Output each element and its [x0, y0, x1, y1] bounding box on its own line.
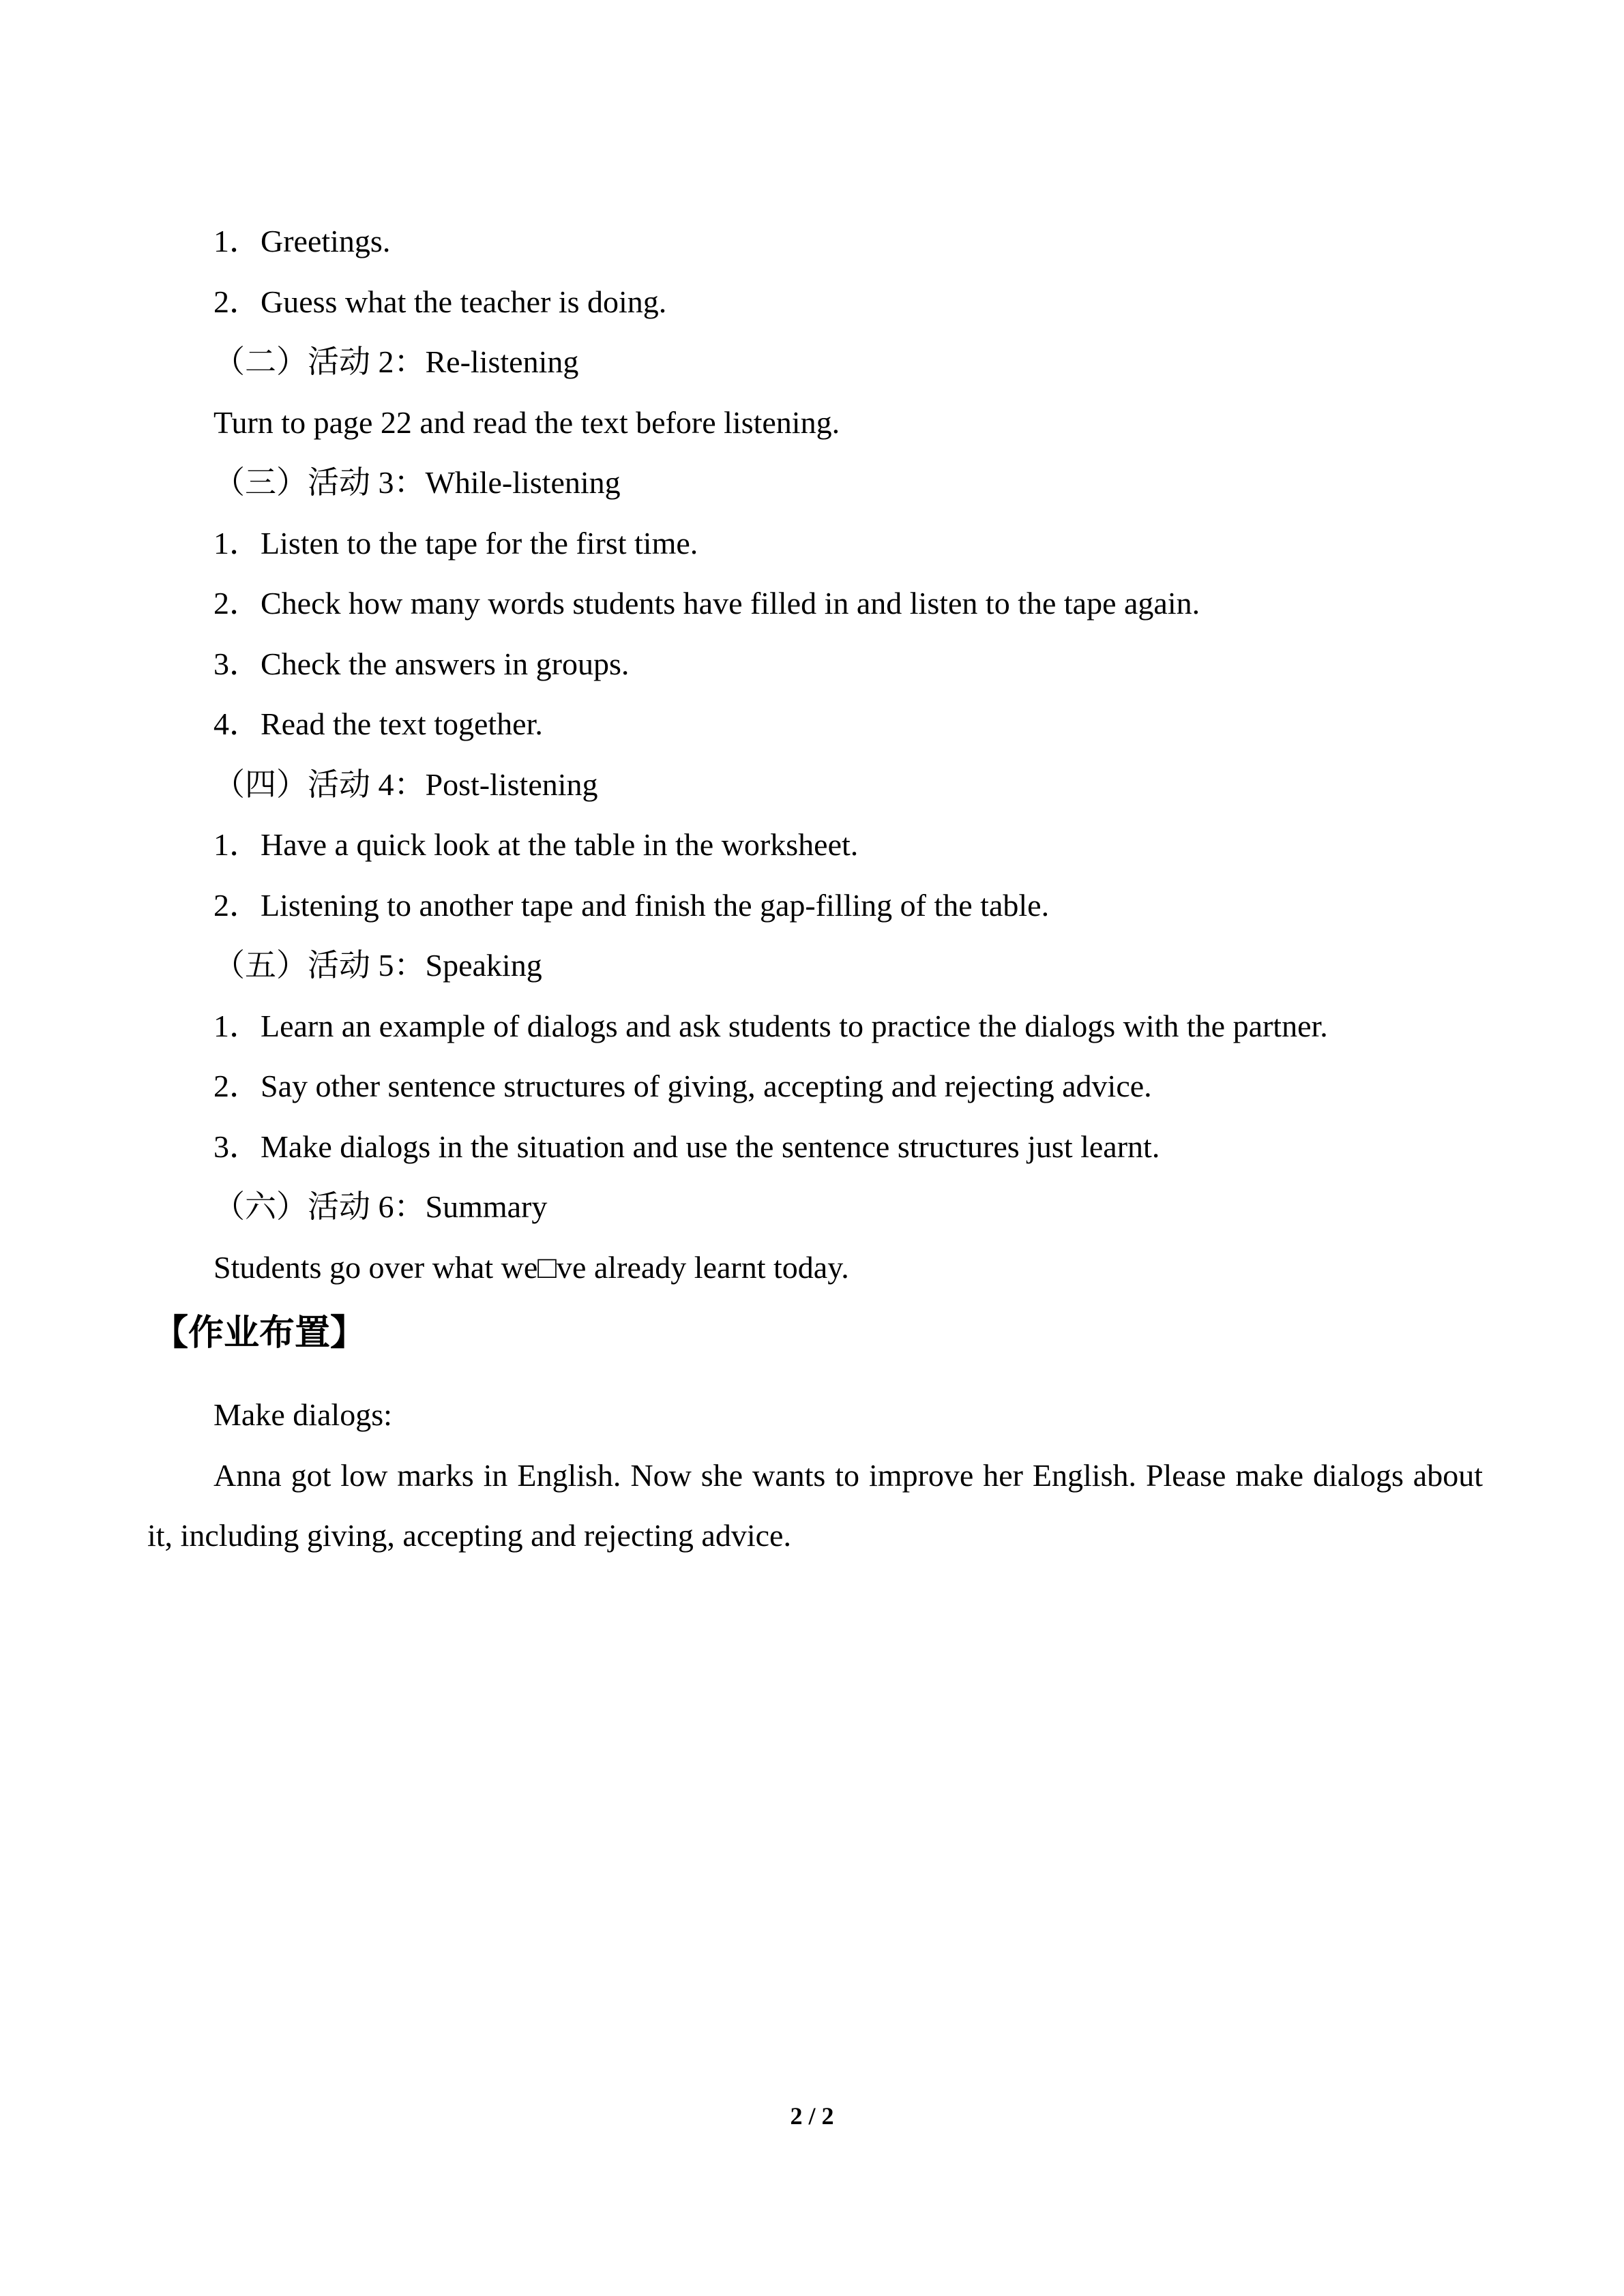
page-number: 2 / 2 [790, 2102, 834, 2130]
homework-intro: Make dialogs: [213, 1397, 392, 1432]
list-item: 2．Listening to another tape and finish the gap-filling of the table. [213, 887, 1050, 923]
list-item: 3．Check the answers in groups. [213, 646, 630, 681]
list-item: Turn to page 22 and read the text before listening. [213, 404, 840, 440]
homework-body: Anna got low marks in English. Now she wants to improve her English. Please make dialogs about it, including giving, accepting and rejecting advice. [147, 1457, 1483, 1553]
list-item: 1．Listen to the tape for the first time. [213, 525, 698, 561]
homework-heading: 【作业布置】 [153, 1313, 366, 1354]
list-item: 2．Guess what the teacher is doing. [213, 284, 667, 319]
section-heading: （三）活动 3：While-listening [213, 465, 621, 500]
list-item: 2．Check how many words students have filled in and listen to the tape again. [213, 586, 1200, 621]
lesson-steps [147, 211, 1479, 1298]
list-item: 1．Learn an example of dialogs and ask students to practice the dialogs with the partner. [213, 1008, 1328, 1043]
section-heading: （四）活动 4：Post-listening [213, 766, 598, 802]
section-heading: （六）活动 6：Summary [213, 1189, 548, 1224]
spacer [147, 1369, 1479, 1385]
list-item: 1．Greetings. [213, 224, 391, 258]
list-item: Students go over what we□ve already learnt today. [213, 1249, 849, 1285]
list-item: 1．Have a quick look at the table in the worksheet. [213, 827, 859, 862]
list-item: 4．Read the text together. [213, 706, 543, 741]
document-content [147, 211, 1483, 1566]
list-item: 3．Make dialogs in the situation and use the sentence structures just learnt. [213, 1129, 1160, 1164]
section-heading: （五）活动 5：Speaking [213, 948, 542, 983]
list-item: 2．Say other sentence structures of giving, accepting and rejecting advice. [213, 1069, 1152, 1103]
section-heading: （二）活动 2：Re-listening [213, 344, 579, 379]
